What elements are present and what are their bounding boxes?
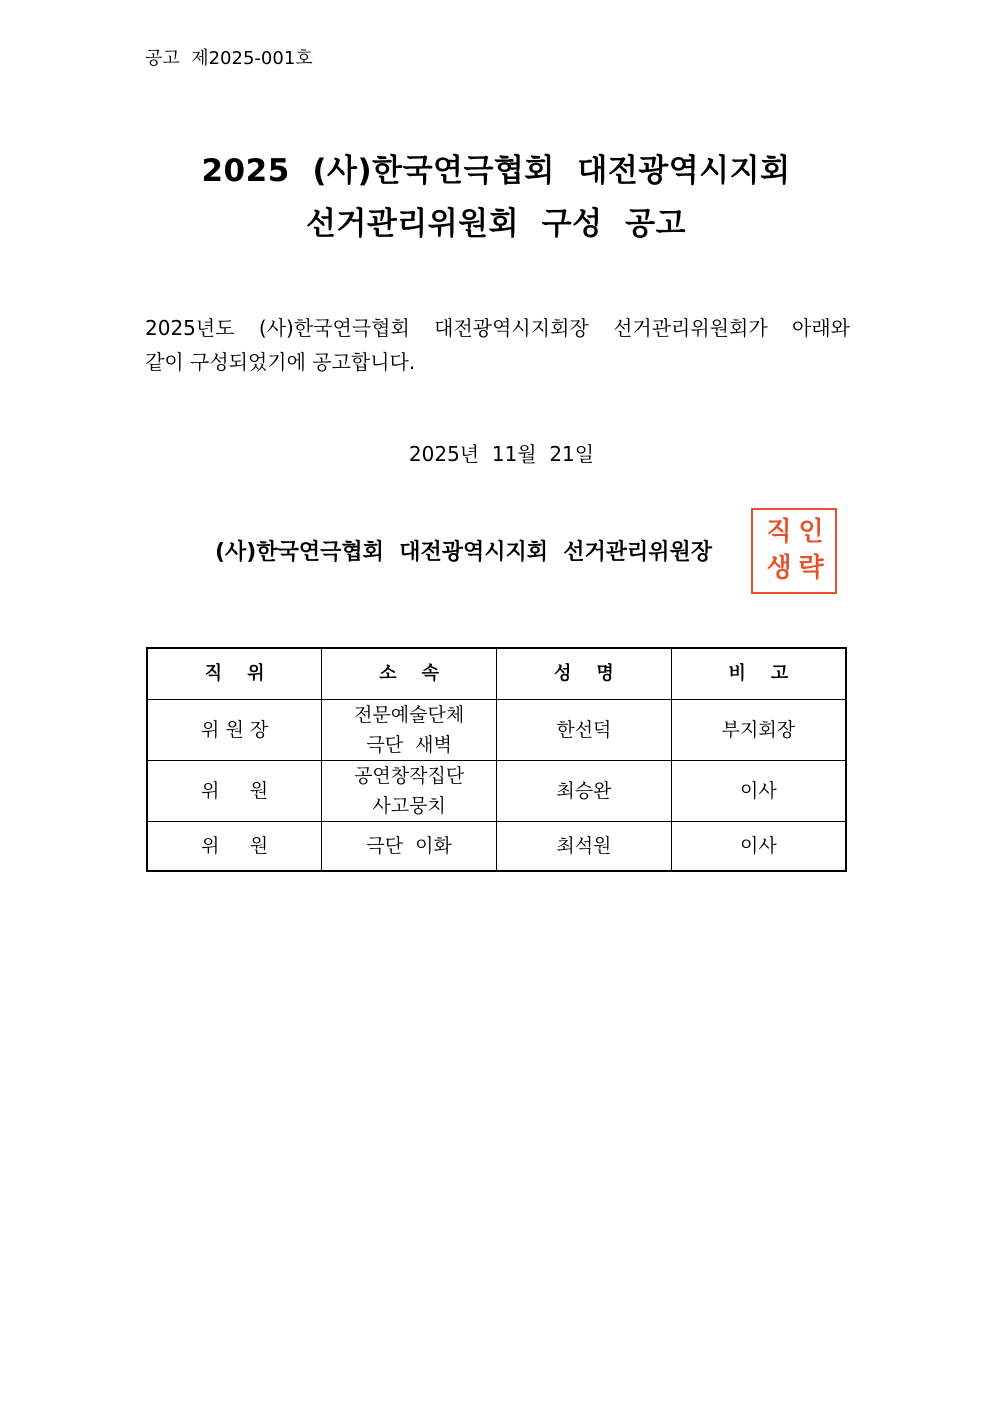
cell-position: 위 원 장 — [147, 700, 322, 761]
cell-affiliation — [322, 700, 497, 761]
body-text-line-2: 같이 구성되었기에 공고합니다. — [145, 350, 416, 374]
official-seal-stamp — [751, 508, 837, 594]
affiliation-line-1: 전문예술단체 — [354, 704, 465, 726]
cell-name: 최석원 — [497, 822, 672, 872]
cell-position: 위 원 — [147, 761, 322, 822]
signer-name: (사)한국연극협회 대전광역시지회 선거관리위원장 — [215, 540, 713, 565]
notice-number: 공고 제2025-001호 — [145, 48, 313, 69]
table-row — [147, 761, 846, 822]
affiliation-line-2: 극단 새벽 — [366, 734, 452, 756]
affiliation-line-2: 사고뭉치 — [372, 795, 446, 817]
header-position: 직 위 — [147, 648, 322, 700]
seal-char: 략 — [798, 553, 824, 583]
cell-note: 부지회장 — [671, 700, 846, 761]
title-line-1: 2025 (사)한국연극협회 대전광역시지회 — [201, 153, 791, 189]
seal-char: 인 — [798, 517, 824, 547]
committee-members-table — [146, 647, 847, 872]
notice-date: 2025년 11월 21일 — [408, 442, 595, 466]
cell-position: 위 원 — [147, 822, 322, 872]
cell-name: 최승완 — [497, 761, 672, 822]
seal-char: 직 — [766, 517, 792, 547]
table-row — [147, 822, 846, 872]
title-line-2: 선거관리위원회 구성 공고 — [305, 206, 687, 242]
header-name: 성 명 — [497, 648, 672, 700]
cell-note: 이사 — [671, 822, 846, 872]
body-text-line-1: 2025년도 (사)한국연극협회 대전광역시지회장 선거관리위원회가 아래와 — [145, 316, 850, 340]
seal-char: 생 — [766, 553, 792, 583]
table-header-row — [147, 648, 846, 700]
cell-name: 한선덕 — [497, 700, 672, 761]
header-note: 비 고 — [671, 648, 846, 700]
cell-affiliation — [322, 761, 497, 822]
affiliation-line-1: 공연창작집단 — [354, 765, 465, 787]
header-affiliation: 소 속 — [322, 648, 497, 700]
cell-note: 이사 — [671, 761, 846, 822]
table-row — [147, 700, 846, 761]
cell-affiliation: 극단 이화 — [322, 822, 497, 872]
